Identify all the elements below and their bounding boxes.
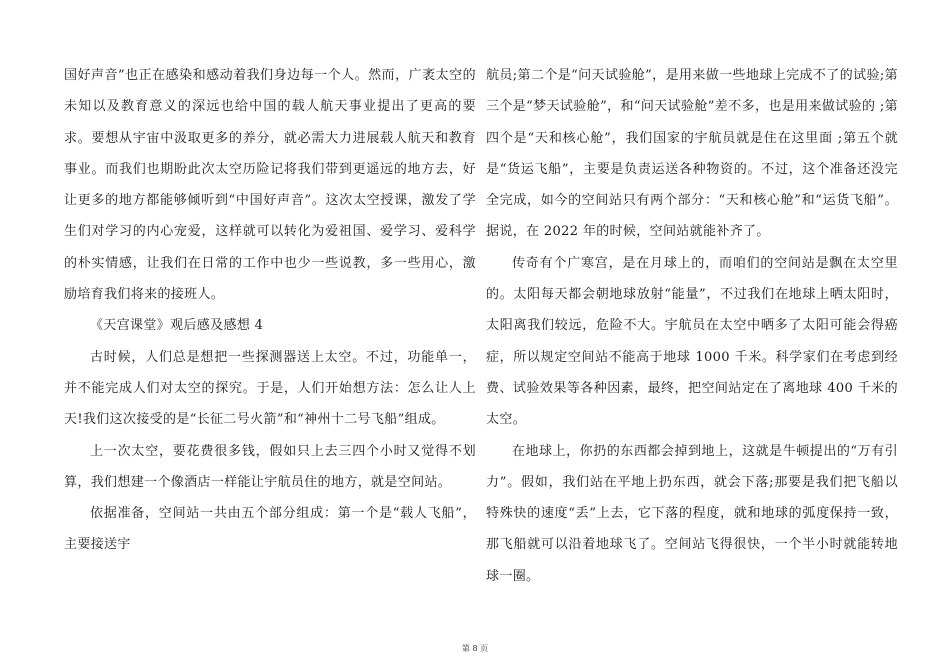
- right-column: [486, 60, 898, 592]
- paragraph: 依据准备，空间站一共由五个部分组成：第一个是“载人飞船”，主要接送宇: [64, 506, 476, 553]
- paragraph: 航员;第二个是“问天试验舱”，是用来做一些地球上完成不了的试验;第三个是“梦天试验舱”，和“问天试验舱”差不多，也是用来做试验的 ;第四个是“天和核心舱”，我们国家的宇航员就是住在这里面 ;第五个就是“货运飞船”，主要是负责运送各种物资的。不过，这个准备还没完全完成，如今的空间站只有两个部分：“天和核心舱”和“运货飞船”。据说，在 2022 年的时候，空间站就能补齐了。: [486, 68, 898, 240]
- paragraph: 上一次太空，要花费很多钱，假如只上去三四个小时又觉得不划算，我们想建一个像酒店一样能让宇航员住的地方，就是空间站。: [64, 443, 476, 490]
- section-heading: 《天宫课堂》观后感及感想 4: [90, 318, 264, 334]
- paragraph: 在地球上，你扔的东西都会掉到地上，这就是牛顿提出的“万有引力”。假如，我们站在平地上扔东西，就会下落;那要是我们把飞船以特殊快的速度“丢”上去，它下落的程度，就和地球的弧度保持一致，那飞船就可以沿着地球飞了。空间站飞得很快，一个半小时就能转地球一圈。: [486, 443, 898, 584]
- left-column: [64, 60, 476, 561]
- page-number: 第 8 页: [461, 644, 489, 653]
- paragraph: 古时候，人们总是想把一些探测器送上太空。不过，功能单一，并不能完成人们对太空的探究。于是，人们开始想方法：怎么让人上天!我们这次接受的是“长征二号火箭”和“神州十二号飞船”组成。: [64, 349, 476, 428]
- paragraph: 国好声音”也正在感染和感动着我们身边每一个人。然而，广袤太空的未知以及教育意义的深远也给中国的载人航天事业提出了更高的要求。要想从宇宙中汲取更多的养分，就必需大力进展载人航天和教育事业。而我们也期盼此次太空历险记将我们带到更遥远的地方去，好让更多的地方都能够倾听到“中国好声音”。这次太空授课，激发了学生们对学习的内心宠爱，这样就可以转化为爱祖国、爱学习、爱科学的朴实情感，让我们在日常的工作中也少一些说教，多一些用心，激励培育我们将来的接班人。: [64, 68, 476, 303]
- paragraph: 传奇有个广寒宫，是在月球上的，而咱们的空间站是飘在太空里的。太阳每天都会朝地球放射“能量”，不过我们在地球上晒太阳时，太阳离我们较远，危险不大。宇航员在太空中晒多了太阳可能会得癌症，所以规定空间站不能高于地球 1000 千米。科学家们在考虑到经费、试验效果等各种因素，最终，把空间站定在了离地球 400 千米的太空。: [486, 255, 898, 428]
